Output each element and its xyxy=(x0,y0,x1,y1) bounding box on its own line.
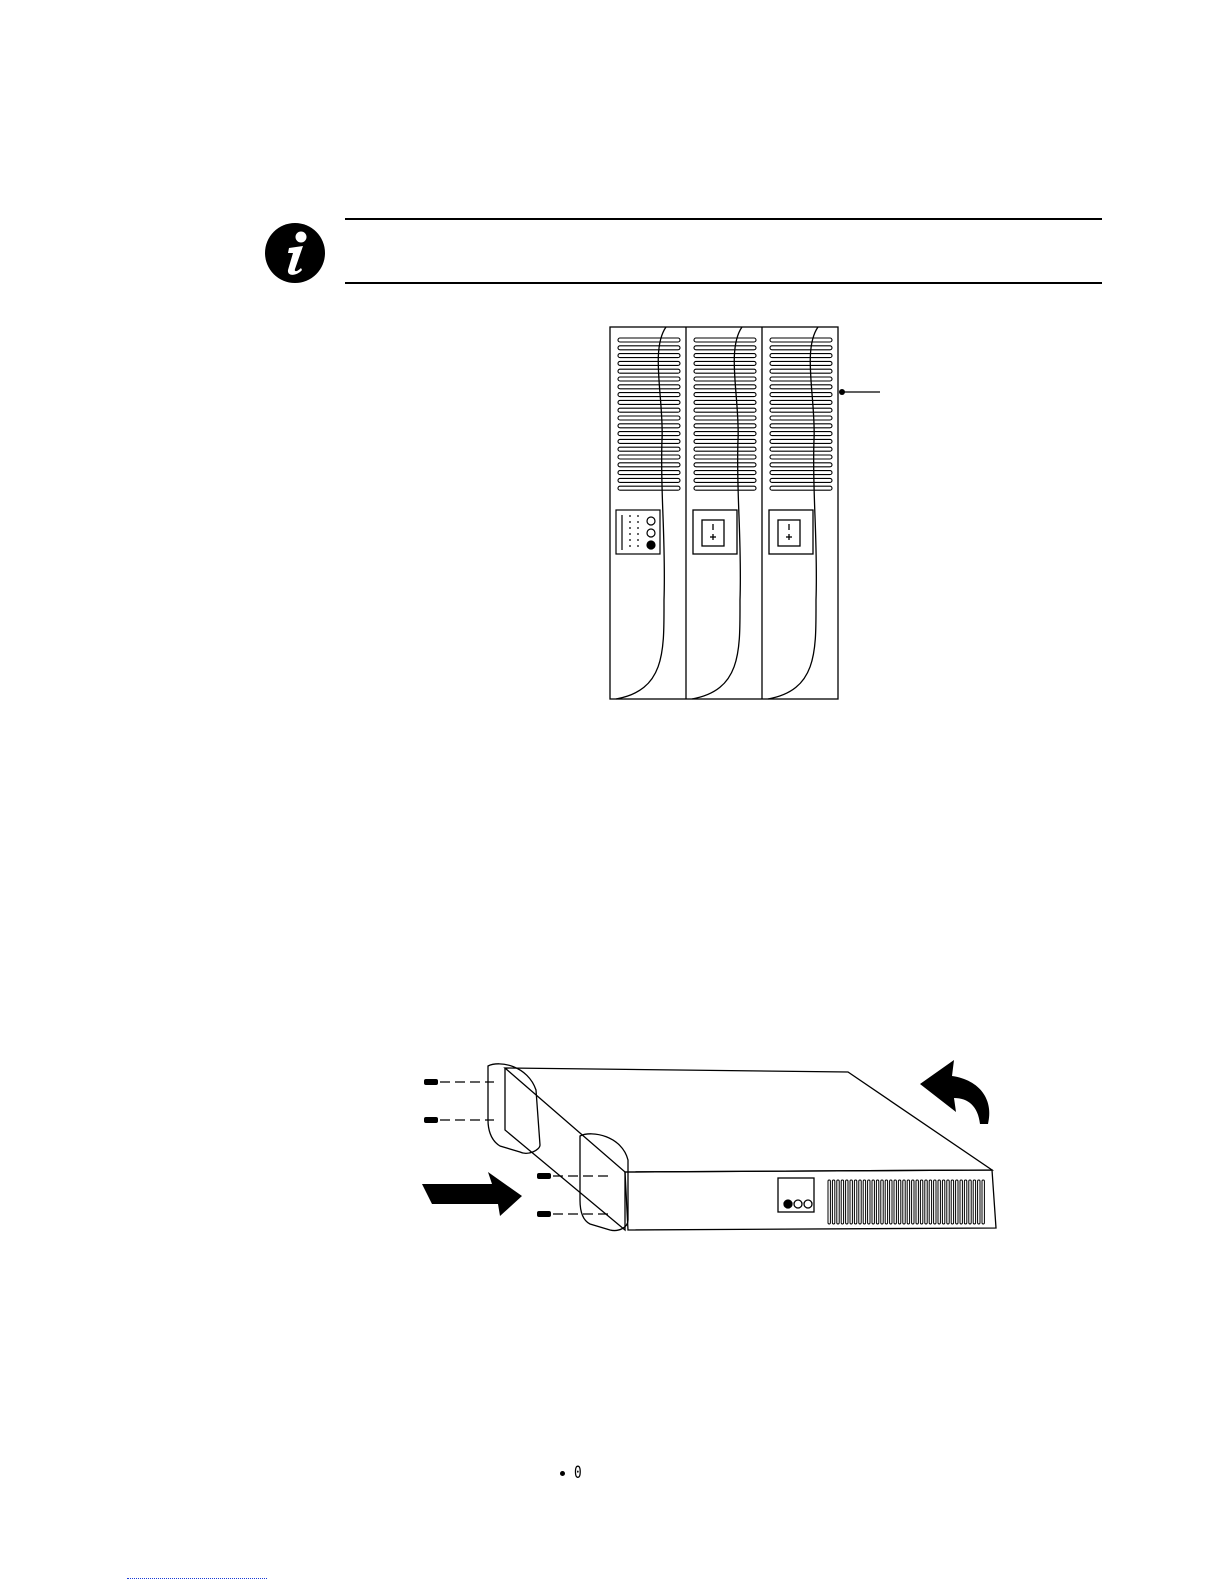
rack-vent-slot xyxy=(920,1180,922,1224)
rack-vent-slot xyxy=(832,1180,834,1224)
rack-vent-slot xyxy=(929,1180,931,1224)
vent-slot xyxy=(694,408,756,412)
rack-vent-slot xyxy=(912,1180,914,1224)
rack-vent-slot xyxy=(964,1180,966,1224)
vent-slot xyxy=(694,369,756,373)
vent-slot xyxy=(770,408,832,412)
rack-vent-slot xyxy=(925,1180,927,1224)
vent-slot xyxy=(618,377,680,381)
rack-vent-slot xyxy=(938,1180,940,1224)
vent-slot xyxy=(694,463,756,467)
rack-vent-slot xyxy=(872,1180,874,1224)
rack-ups-figure xyxy=(410,1050,1020,1240)
rack-vent-slot xyxy=(978,1180,980,1224)
page-bullet xyxy=(560,1471,565,1476)
info-icon xyxy=(264,222,326,284)
rack-vent-slot xyxy=(956,1180,958,1224)
vent-slot xyxy=(618,361,680,365)
vent-slot xyxy=(694,447,756,451)
vent-slot xyxy=(694,377,756,381)
rack-vent-slot xyxy=(898,1180,900,1224)
vent-slot xyxy=(770,463,832,467)
vent-slot xyxy=(770,361,832,365)
vent-slot xyxy=(694,478,756,482)
rack-vent-slot xyxy=(837,1180,839,1224)
rack-vent-slot xyxy=(951,1180,953,1224)
vent-slot xyxy=(618,471,680,475)
vent-slot xyxy=(770,471,832,475)
vent-slots xyxy=(618,338,832,490)
vent-slot xyxy=(770,424,832,428)
vent-slot xyxy=(770,486,832,490)
rack-vent-slot xyxy=(934,1180,936,1224)
vent-slot xyxy=(770,346,832,350)
vent-slot xyxy=(770,478,832,482)
vent-slot xyxy=(618,385,680,389)
rack-vent-slot xyxy=(942,1180,944,1224)
rack-vent-slot xyxy=(947,1180,949,1224)
rack-vent-slot xyxy=(903,1180,905,1224)
vent-slot xyxy=(770,354,832,358)
rack-vent-slot xyxy=(828,1180,830,1224)
vent-slot xyxy=(618,416,680,420)
vent-slot xyxy=(694,346,756,350)
bottom-link-underline[interactable] xyxy=(127,1578,267,1579)
vent-slot xyxy=(770,447,832,451)
vent-slot xyxy=(694,455,756,459)
note-text xyxy=(350,238,1090,268)
vent-slot xyxy=(770,369,832,373)
rack-vent-slot xyxy=(885,1180,887,1224)
rack-vent-slot xyxy=(854,1180,856,1224)
vent-slot xyxy=(618,369,680,373)
rack-vent-slots xyxy=(828,1180,984,1224)
vent-slot xyxy=(694,424,756,428)
note-bottom-rule xyxy=(345,282,1102,284)
vent-slot xyxy=(770,338,832,342)
rotate-arrow-icon xyxy=(920,1060,989,1124)
battery-panels xyxy=(693,510,813,554)
vent-slot xyxy=(618,424,680,428)
vent-slot xyxy=(694,416,756,420)
vent-slot xyxy=(618,439,680,443)
vent-slot xyxy=(618,447,680,451)
vent-slot xyxy=(694,361,756,365)
rack-vent-slot xyxy=(846,1180,848,1224)
vent-slot xyxy=(618,478,680,482)
vent-slot xyxy=(694,471,756,475)
rack-vent-slot xyxy=(960,1180,962,1224)
vent-slot xyxy=(770,432,832,436)
ups-control-panel xyxy=(616,510,660,554)
rack-vent-slot xyxy=(916,1180,918,1224)
vent-slot xyxy=(618,486,680,490)
vent-slot xyxy=(694,432,756,436)
rack-vent-slot xyxy=(890,1180,892,1224)
vent-slot xyxy=(694,385,756,389)
rack-vent-slot xyxy=(841,1180,843,1224)
vent-slot xyxy=(618,393,680,397)
rack-vent-slot xyxy=(907,1180,909,1224)
page-number: 0 xyxy=(574,1463,582,1483)
vent-slot xyxy=(694,400,756,404)
vent-slot xyxy=(770,385,832,389)
vent-slot xyxy=(618,338,680,342)
vent-slot xyxy=(694,338,756,342)
vent-slot xyxy=(770,400,832,404)
rack-vent-slot xyxy=(859,1180,861,1224)
vent-slot xyxy=(694,486,756,490)
vent-slot xyxy=(618,463,680,467)
rack-vent-slot xyxy=(894,1180,896,1224)
vent-slot xyxy=(618,455,680,459)
rack-vent-slot xyxy=(850,1180,852,1224)
tower-ups-figure xyxy=(600,320,900,710)
vent-slot xyxy=(694,439,756,443)
vent-slot xyxy=(770,377,832,381)
vent-slot xyxy=(694,393,756,397)
rack-vent-slot xyxy=(863,1180,865,1224)
vent-slot xyxy=(618,408,680,412)
rack-vent-slot xyxy=(876,1180,878,1224)
vent-slot xyxy=(770,455,832,459)
vent-slot xyxy=(618,400,680,404)
vent-slot xyxy=(770,439,832,443)
rack-vent-slot xyxy=(868,1180,870,1224)
vent-slot xyxy=(618,432,680,436)
rack-vent-slot xyxy=(973,1180,975,1224)
vent-slot xyxy=(770,393,832,397)
page-footer xyxy=(540,1462,620,1486)
vent-slot xyxy=(770,416,832,420)
vent-slot xyxy=(694,354,756,358)
note-top-rule xyxy=(345,218,1102,220)
note-block xyxy=(0,0,1225,300)
rack-vent-slot xyxy=(969,1180,971,1224)
vent-slot xyxy=(618,354,680,358)
push-arrow-icon xyxy=(422,1172,522,1216)
vent-slot xyxy=(618,346,680,350)
rack-vent-slot xyxy=(881,1180,883,1224)
rack-vent-slot xyxy=(982,1180,984,1224)
